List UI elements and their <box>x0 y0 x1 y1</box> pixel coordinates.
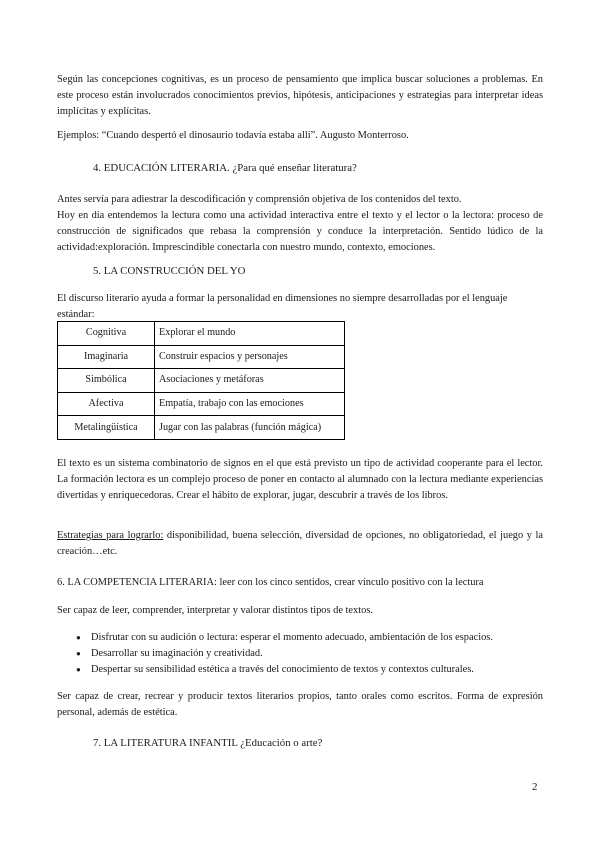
dimensions-table <box>57 321 345 440</box>
paragraph-before: Antes servía para adiestrar la descodificación y comprensión objetiva de los contenidos del texto. <box>57 194 462 205</box>
heading-section-7: 7. LA LITERATURA INFANTIL ¿Educación o arte? <box>93 737 323 749</box>
paragraph-strategies <box>57 528 543 560</box>
list-item: ● Despertar su sensibilidad estética a través del conocimiento de textos y contextos culturales. <box>57 662 543 678</box>
table-row <box>58 369 345 393</box>
paragraph-literary-discourse: El discurso literario ayuda a formar la personalidad en dimensiones no siempre desarrolladas por el lenguaje estándar: <box>57 293 508 320</box>
table-cell-description: Asociaciones y metáforas <box>155 369 345 393</box>
strategies-text: disponibilidad, buena selección, diversidad de opciones, no obligatoriedad, el juego y la creación…etc. <box>57 530 543 557</box>
list-item: ● Disfrutar con su audición o lectura: esperar el momento adecuado, ambientación de los espacios. <box>57 630 543 646</box>
bullet-list <box>57 630 543 678</box>
table-cell-description: Explorar el mundo <box>155 322 345 346</box>
heading-section-5: 5. LA CONSTRUCCIÓN DEL YO <box>93 265 246 277</box>
list-item: ● Desarrollar su imaginación y creatividad. <box>57 646 543 662</box>
heading-section-6: 6. LA COMPETENCIA LITERARIA: leer con los cinco sentidos, crear vínculo positivo con la lectura <box>57 577 484 588</box>
table-cell-description: Construir espacios y personajes <box>155 345 345 369</box>
table-row <box>58 345 345 369</box>
paragraph-examples: Ejemplos: “Cuando despertó el dinosaurio todavía estaba allí”. Augusto Monterroso. <box>57 130 409 141</box>
paragraph-be-able-to-create: Ser capaz de crear, recrear y producir textos literarios propios, tanto orales como escritos. Forma de expresión personal, además de estética. <box>57 691 543 718</box>
table-cell-dimension: Simbólica <box>58 369 155 393</box>
paragraph-cognitive-conceptions: Según las concepciones cognitivas, es un proceso de pensamiento que implica buscar soluciones a problemas. En este proceso están involucrados conocimientos previos, hipótesis, anticipaciones y estrategias para interpretar ideas implícitas y explícitas. <box>57 74 543 117</box>
table-cell-dimension: Afectiva <box>58 392 155 416</box>
paragraph-be-able-to-read: Ser capaz de leer, comprender, interpretar y valorar distintos tipos de textos. <box>57 605 373 616</box>
heading-section-4: 4. EDUCACIÓN LITERARIA. ¿Para qué enseñar literatura? <box>93 162 357 174</box>
paragraph-text-system: El texto es un sistema combinatorio de signos en el que está previsto un tipo de actividad cooperante para el lector. La formación lectora es un complejo proceso de poner en contacto al alumnado con la lectura mediante experiencias divertidas y enriquecedoras. Crear el hábito de explorar, jugar, descubrir a través de los libros. <box>57 458 543 501</box>
table-cell-description: Empatía, trabajo con las emociones <box>155 392 345 416</box>
strategies-label: Estrategias para lograrlo: <box>57 530 164 541</box>
table-row <box>58 416 345 440</box>
table-row <box>58 392 345 416</box>
table-cell-description: Jugar con las palabras (función mágica) <box>155 416 345 440</box>
table-cell-dimension: Imaginaria <box>58 345 155 369</box>
paragraph-nowadays: Hoy en día entendemos la lectura como una actividad interactiva entre el texto y el lector o la lectora: proceso de construcción de significados que rebasa la comprensión y conduce la interpretación. Sentido lúdico de la actividad:exploración. Imprescindible conectarla con nuestro mundo, contexto, emociones. <box>57 210 543 253</box>
page-number: 2 <box>532 781 538 793</box>
table-cell-dimension: Metalingüística <box>58 416 155 440</box>
table-cell-dimension: Cognitiva <box>58 322 155 346</box>
table-row <box>58 322 345 346</box>
